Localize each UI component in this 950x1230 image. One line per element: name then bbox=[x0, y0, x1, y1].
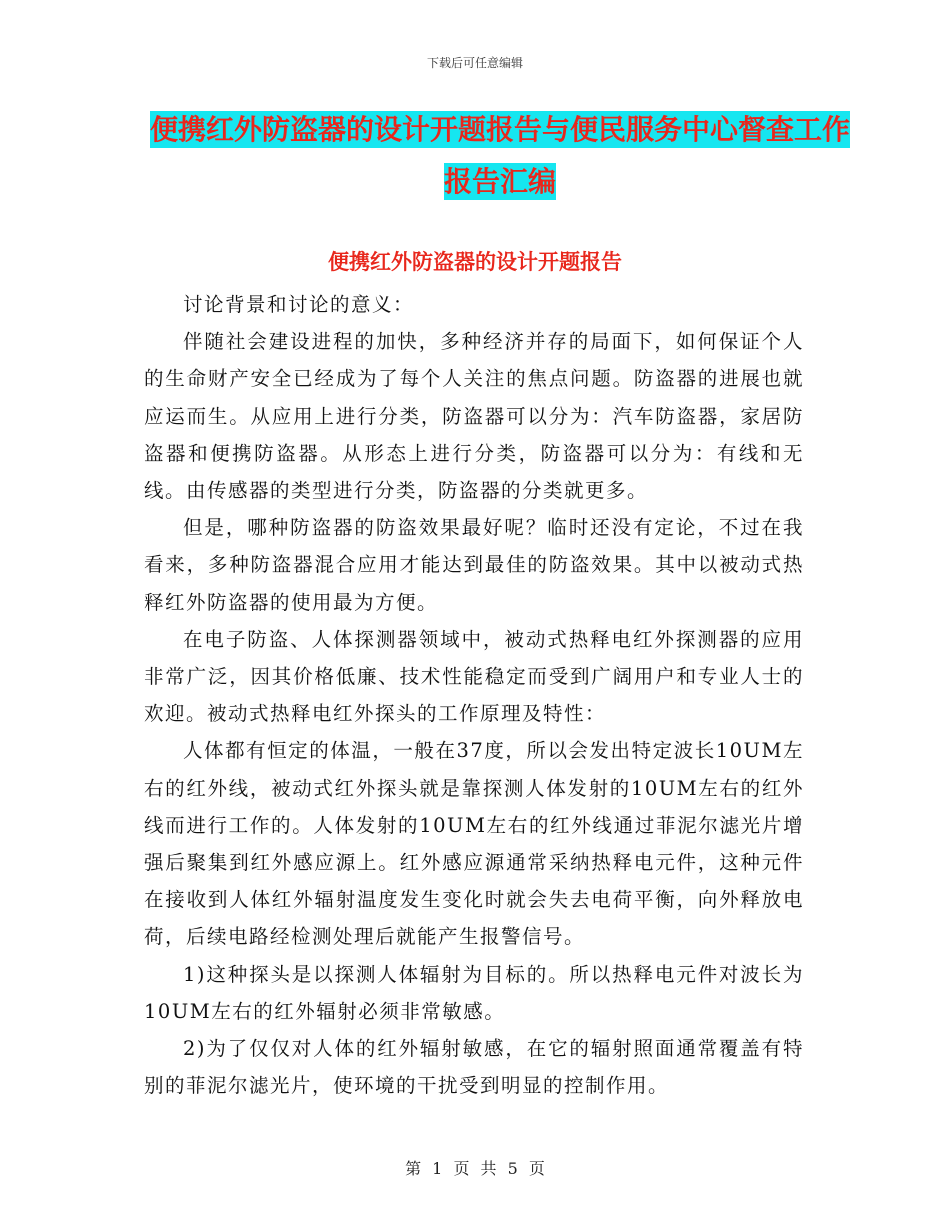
main-title-highlight: 便携红外防盗器的设计开题报告与便民服务中心督查工作报告汇编 bbox=[150, 113, 851, 198]
paragraph: 1)这种探头是以探测人体辐射为目标的。所以热释电元件对波长为10UM左右的红外辐射必须非常敏感。 bbox=[144, 962, 804, 1023]
paragraph: 人体都有恒定的体温，一般在37度，所以会发出特定波长10UM左右的红外线，被动式红外探头就是靠探测人体发射的10UM左右的红外线而进行工作的。人体发射的10UM左右的红外线通过菲泥尔滤光片增强后聚集到红外感应源上。红外感应源通常采纳热释电元件，这种元件在接收到人体红外辐射温度发生变化时就会失去电荷平衡，向外释放电荷，后续电路经检测处理后就能产生报警信号。 bbox=[144, 739, 804, 949]
document-body bbox=[144, 286, 804, 1104]
paragraph: 伴随社会建设进程的加快，多种经济并存的局面下，如何保证个人的生命财产安全已经成为了每个人关注的焦点问题。防盗器的进展也就应运而生。从应用上进行分类，防盗器可以分为：汽车防盗器，家居防盗器和便携防盗器。从形态上进行分类，防盗器可以分为：有线和无线。由传感器的类型进行分类，防盗器的分类就更多。 bbox=[144, 330, 804, 503]
paragraph: 2)为了仅仅对人体的红外辐射敏感，在它的辐射照面通常覆盖有特别的菲泥尔滤光片，使环境的干扰受到明显的控制作用。 bbox=[144, 1037, 804, 1098]
page-number-footer: 第 1 页 共 5 页 bbox=[405, 1159, 545, 1178]
paragraph: 在电子防盗、人体探测器领域中，被动式热释电红外探测器的应用非常广泛，因其价格低廉、技术性能稳定而受到广阔用户和专业人士的欢迎。被动式热释电红外探头的工作原理及特性： bbox=[144, 627, 804, 726]
paragraph: 但是，哪种防盗器的防盗效果最好呢？临时还没有定论，不过在我看来，多种防盗器混合应用才能达到最佳的防盗效果。其中以被动式热释红外防盗器的使用最为方便。 bbox=[144, 516, 804, 614]
document-main-title bbox=[150, 104, 850, 208]
page-header-note: 下载后可任意编辑 bbox=[426, 56, 523, 70]
paragraph-background-heading: 讨论背景和讨论的意义： bbox=[183, 293, 415, 316]
section-title: 便携红外防盗器的设计开题报告 bbox=[328, 250, 622, 274]
